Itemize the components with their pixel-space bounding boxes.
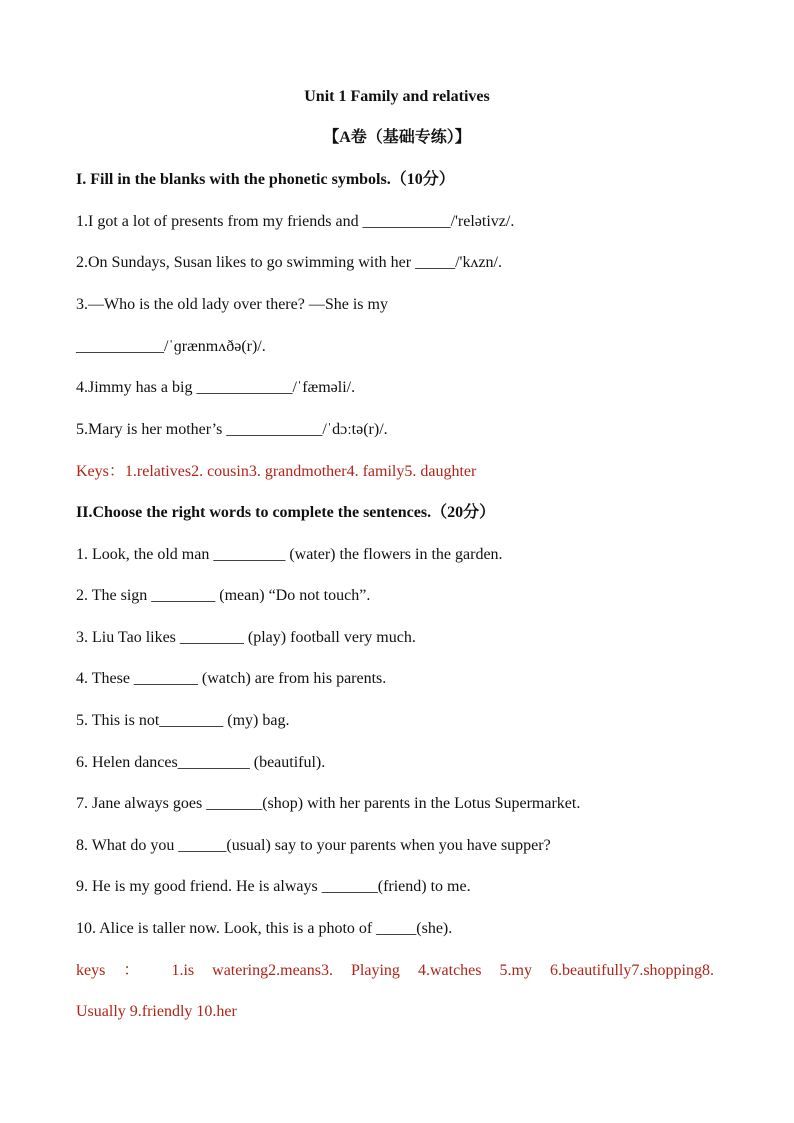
section-2-item-9: 9. He is my good friend. He is always _______(friend) to me. xyxy=(76,878,471,895)
section-1-item-3-continued: ___________/ˈɡrænmʌðə(r)/. xyxy=(76,338,266,355)
section-1-item-2: 2.On Sundays, Susan likes to go swimming with her _____/'kʌzn/. xyxy=(76,254,502,271)
section-2-item-2: 2. The sign ________ (mean) “Do not touch”. xyxy=(76,587,371,604)
section-2-answer-keys: keys ： 1.is watering2.means3. Playing 4.watches 5.my 6.beautifully7.shopping8. xyxy=(76,962,714,979)
section-2-item-1: 1. Look, the old man _________ (water) the flowers in the garden. xyxy=(76,546,503,563)
section-2-item-4: 4. These ________ (watch) are from his parents. xyxy=(76,670,387,687)
section-2-item-7: 7. Jane always goes _______(shop) with her parents in the Lotus Supermarket. xyxy=(76,795,581,812)
section-1-item-3: 3.—Who is the old lady over there? —She is my xyxy=(76,296,388,313)
section-1-answer-keys: Keys：1.relatives2. cousin3. grandmother4. family5. daughter xyxy=(76,463,477,480)
section-2-item-6: 6. Helen dances_________ (beautiful). xyxy=(76,754,326,771)
section-2-heading: II.Choose the right words to complete the sentences.（20分） xyxy=(76,504,496,521)
section-2-item-3: 3. Liu Tao likes ________ (play) football very much. xyxy=(76,629,416,646)
section-2-answer-keys-continued: Usually 9.friendly 10.her xyxy=(76,1003,237,1020)
section-1-item-4: 4.Jimmy has a big ____________/ˈfæməli/. xyxy=(76,379,356,396)
page-title: Unit 1 Family and relatives xyxy=(304,88,490,105)
section-2-item-10: 10. Alice is taller now. Look, this is a photo of _____(she). xyxy=(76,920,453,937)
section-1-heading: I. Fill in the blanks with the phonetic symbols.（10分） xyxy=(76,171,455,188)
section-1-item-1: 1.I got a lot of presents from my friends and ___________/'relətivz/. xyxy=(76,213,515,230)
section-1-item-5: 5.Mary is her mother’s ____________/ˈdɔːtə(r)/. xyxy=(76,421,388,438)
section-2-item-5: 5. This is not________ (my) bag. xyxy=(76,712,290,729)
section-2-item-8: 8. What do you ______(usual) say to your parents when you have supper? xyxy=(76,837,551,854)
page-subtitle: 【A卷（基础专练）】 xyxy=(323,129,471,146)
